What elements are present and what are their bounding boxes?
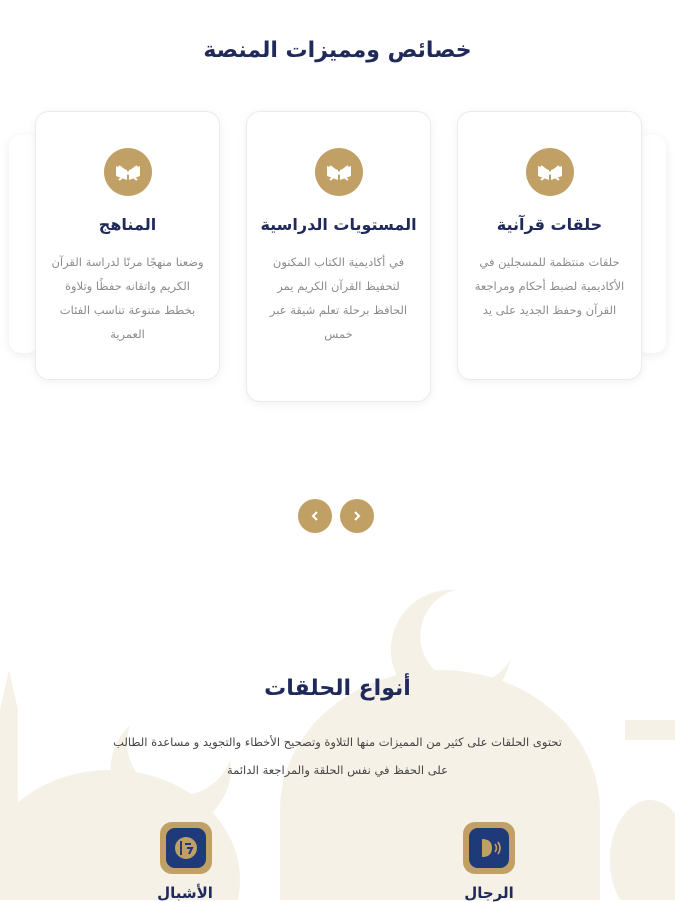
feature-card-text: في أكاديمية الكتاب المكنون لتحفيظ القرآن الكريم يمر الحافظ برحلة تعلم شيقة عبر خمس xyxy=(269,255,408,341)
feature-card[interactable] xyxy=(246,111,431,402)
person-voice-icon xyxy=(469,828,509,868)
carousel-prev-button[interactable] xyxy=(298,499,332,533)
feature-card-title: المستويات الدراسية xyxy=(260,215,417,234)
child-icon xyxy=(166,828,206,868)
types-title: أنواع الحلقات xyxy=(264,676,411,701)
carousel-controls xyxy=(298,499,374,533)
chevron-right-icon xyxy=(351,510,363,522)
circle-type-men-label: الرجال xyxy=(464,884,514,902)
circle-type-children-label: الأشبال xyxy=(157,884,213,902)
feature-card[interactable] xyxy=(35,111,220,380)
feature-card-title: المناهج xyxy=(98,215,157,234)
chevron-left-icon xyxy=(309,510,321,522)
features-title: خصائص ومميزات المنصة xyxy=(203,38,472,63)
feature-card-title: حلقات قرآنية xyxy=(496,215,603,234)
feature-card-text: حلقات منتظمة للمسجلين في الأكاديمية لضبط أحكام ومراجعة القرآن وحفظ الجديد على يد xyxy=(474,255,625,317)
feature-card[interactable] xyxy=(457,111,642,380)
circle-type-children[interactable] xyxy=(160,822,212,874)
carousel-next-button[interactable] xyxy=(340,499,374,533)
open-quran-icon xyxy=(104,148,152,196)
feature-card-text: وضعنا منهجًا مرنًا لدراسة القرآن الكريم واتقانه حفظًا وتلاوة بخطط متنوعة تناسب الفئات العمرية xyxy=(51,255,204,341)
open-quran-icon xyxy=(315,148,363,196)
open-quran-icon xyxy=(526,148,574,196)
types-description: تحتوى الحلقات على كثير من المميزات منها التلاوة وتصحيح الأخطاء والتجويد و مساعدة الطالب على الحفظ في نفس الحلقة والمراجعة الدائمة xyxy=(113,735,562,777)
circle-type-men[interactable] xyxy=(463,822,515,874)
